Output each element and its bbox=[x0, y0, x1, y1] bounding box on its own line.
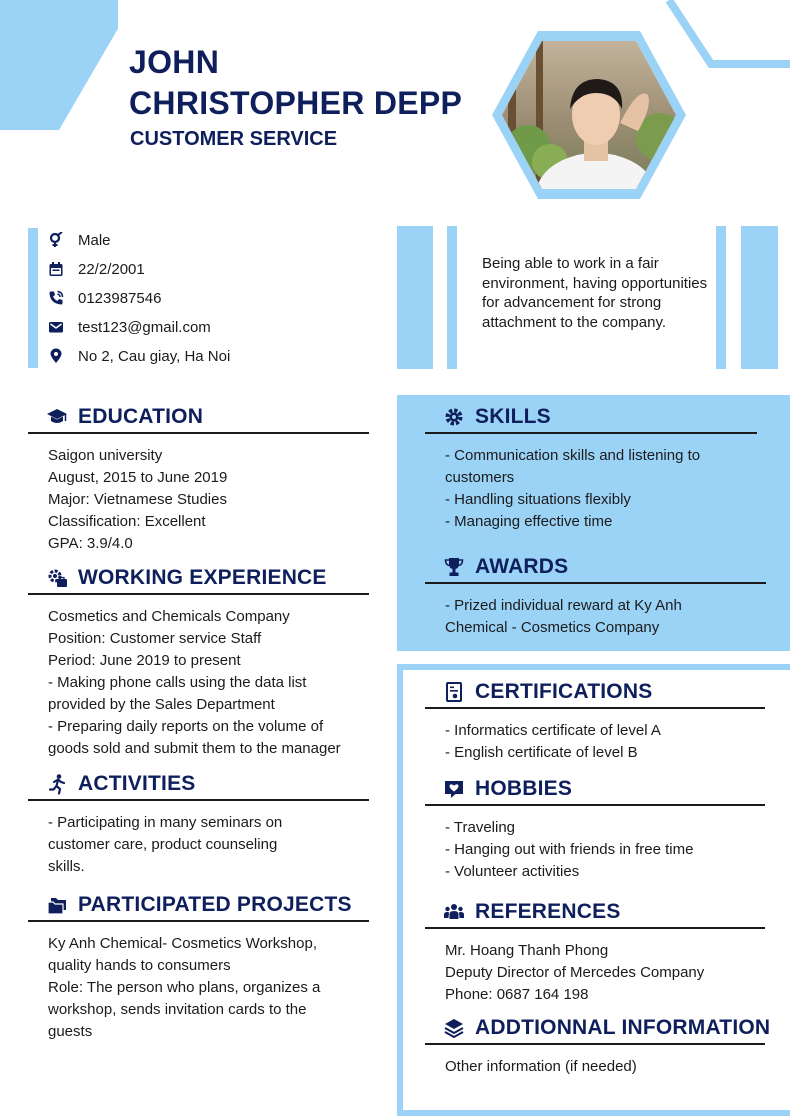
experience-line: - Making phone calls using the data list bbox=[48, 674, 307, 691]
section-references-heading bbox=[443, 897, 621, 927]
section-projects-title: PARTICIPATED PROJECTS bbox=[78, 893, 352, 916]
contact-address bbox=[48, 345, 230, 367]
career-objective: Being able to work in a fair environment, having opportunities for advancement for strong attachment to the company. bbox=[482, 255, 708, 331]
contact-email-text: test123@gmail.com bbox=[78, 318, 211, 336]
references-divider bbox=[425, 927, 765, 929]
section-education-heading bbox=[46, 402, 203, 432]
projects-divider bbox=[28, 920, 369, 922]
section-activities-title: ACTIVITIES bbox=[78, 772, 196, 795]
gender-icon bbox=[48, 232, 64, 248]
hobbies-divider bbox=[425, 804, 765, 806]
skills-line: - Handling situations flexibly bbox=[445, 491, 631, 508]
references-line: Phone: 0687 164 198 bbox=[445, 986, 589, 1003]
heart-message-icon bbox=[443, 778, 465, 800]
layers-icon bbox=[443, 1017, 465, 1039]
experience-line: Position: Customer service Staff bbox=[48, 630, 262, 647]
section-skills-heading bbox=[443, 402, 551, 432]
additional-line: Other information (if needed) bbox=[445, 1058, 637, 1075]
gear-briefcase-icon bbox=[46, 567, 68, 589]
hobbies-line: - Hanging out with friends in free time bbox=[445, 841, 694, 858]
section-experience-title: WORKING EXPERIENCE bbox=[78, 566, 327, 589]
skills-line: - Communication skills and listening to bbox=[445, 447, 701, 464]
certifications-content bbox=[445, 720, 775, 764]
people-icon bbox=[443, 901, 465, 923]
name-rest: CHRISTOPHER DEPP bbox=[129, 85, 463, 121]
experience-line: Cosmetics and Chemicals Company bbox=[48, 608, 290, 625]
objective-accent-bar-left bbox=[397, 226, 433, 369]
contact-birthdate bbox=[48, 258, 145, 280]
education-content bbox=[48, 445, 378, 555]
experience-content bbox=[48, 606, 378, 760]
header-decoration-left bbox=[0, 0, 118, 130]
section-projects-heading bbox=[46, 890, 352, 920]
skills-line: - Managing effective time bbox=[445, 513, 613, 530]
section-hobbies-title: HOBBIES bbox=[475, 777, 573, 800]
education-line: Saigon university bbox=[48, 447, 163, 464]
contact-gender-text: Male bbox=[78, 231, 111, 249]
section-experience-heading bbox=[46, 563, 327, 593]
section-hobbies-heading bbox=[443, 774, 572, 804]
section-skills-title: SKILLS bbox=[475, 405, 551, 428]
section-additional-title: ADDTIONNAL INFORMATION bbox=[475, 1016, 771, 1039]
awards-line: - Prized individual reward at Ky Anh bbox=[445, 597, 682, 614]
location-icon bbox=[48, 348, 64, 364]
section-certifications-title: CERTIFICATIONS bbox=[475, 680, 653, 703]
contact-address-text: No 2, Cau giay, Ha Noi bbox=[78, 347, 231, 365]
section-awards-heading bbox=[443, 552, 568, 582]
trophy-icon bbox=[443, 556, 465, 578]
objective-accent-bar-inner-left bbox=[447, 226, 457, 369]
experience-line: provided by the Sales Department bbox=[48, 696, 275, 713]
experience-line: goods sold and submit them to the manager bbox=[48, 740, 341, 757]
certificate-icon bbox=[443, 681, 465, 703]
folders-icon bbox=[46, 894, 68, 916]
contact-phone-text: 0123987546 bbox=[78, 289, 162, 307]
awards-line: Chemical - Cosmetics Company bbox=[445, 619, 660, 636]
contact-birthdate-text: 22/2/2001 bbox=[78, 260, 145, 278]
education-line: Classification: Excellent bbox=[48, 513, 206, 530]
hobbies-content bbox=[445, 817, 775, 883]
contact-phone bbox=[48, 287, 161, 309]
skills-line: customers bbox=[445, 469, 515, 486]
activities-line: - Participating in many seminars on bbox=[48, 814, 283, 831]
experience-line: - Preparing daily reports on the volume of bbox=[48, 718, 324, 735]
additional-divider bbox=[425, 1043, 765, 1045]
name-first: JOHN bbox=[129, 44, 220, 80]
experience-line: Period: June 2019 to present bbox=[48, 652, 241, 669]
section-awards-title: AWARDS bbox=[475, 555, 569, 578]
awards-content bbox=[445, 595, 775, 639]
contact-gender bbox=[48, 229, 111, 251]
calendar-icon bbox=[48, 261, 64, 277]
email-icon bbox=[48, 319, 64, 335]
section-references-title: REFERENCES bbox=[475, 900, 621, 923]
education-line: August, 2015 to June 2019 bbox=[48, 469, 228, 486]
running-person-icon bbox=[46, 773, 68, 795]
objective-accent-bar-inner-right bbox=[716, 226, 726, 369]
certifications-line: - English certificate of level B bbox=[445, 744, 638, 761]
additional-content bbox=[445, 1056, 775, 1078]
projects-line: Ky Anh Chemical- Cosmetics Workshop, bbox=[48, 935, 317, 952]
references-content bbox=[445, 940, 775, 1006]
activities-divider bbox=[28, 799, 369, 801]
phone-icon bbox=[48, 290, 64, 306]
activities-content bbox=[48, 812, 378, 878]
projects-line: Role: The person who plans, organizes a bbox=[48, 979, 321, 996]
gear-icon bbox=[443, 406, 465, 428]
objective-accent-bar-right bbox=[741, 226, 778, 369]
education-divider bbox=[28, 432, 369, 434]
contact-accent-bar bbox=[28, 228, 38, 368]
activities-line: customer care, product counseling bbox=[48, 836, 278, 853]
section-activities-heading bbox=[46, 769, 196, 799]
skills-content bbox=[445, 445, 775, 533]
references-line: Mr. Hoang Thanh Phong bbox=[445, 942, 609, 959]
awards-divider bbox=[425, 582, 766, 584]
projects-line: quality hands to consumers bbox=[48, 957, 231, 974]
section-certifications-heading bbox=[443, 677, 652, 707]
graduation-cap-icon bbox=[46, 406, 68, 428]
hobbies-line: - Volunteer activities bbox=[445, 863, 580, 880]
projects-content bbox=[48, 933, 378, 1043]
certifications-line: - Informatics certificate of level A bbox=[445, 722, 661, 739]
education-line: GPA: 3.9/4.0 bbox=[48, 535, 133, 552]
profile-photo bbox=[488, 27, 690, 203]
certifications-divider bbox=[425, 707, 765, 709]
skills-divider bbox=[425, 432, 757, 434]
job-title: CUSTOMER SERVICE bbox=[130, 128, 338, 150]
hobbies-line: - Traveling bbox=[445, 819, 516, 836]
education-line: Major: Vietnamese Studies bbox=[48, 491, 227, 508]
references-line: Deputy Director of Mercedes Company bbox=[445, 964, 705, 981]
contact-email bbox=[48, 316, 211, 338]
activities-line: skills. bbox=[48, 858, 85, 875]
projects-line: workshop, sends invitation cards to the bbox=[48, 1001, 307, 1018]
section-additional-heading bbox=[443, 1013, 770, 1043]
projects-line: guests bbox=[48, 1023, 93, 1040]
experience-divider bbox=[28, 593, 369, 595]
section-education-title: EDUCATION bbox=[78, 405, 204, 428]
